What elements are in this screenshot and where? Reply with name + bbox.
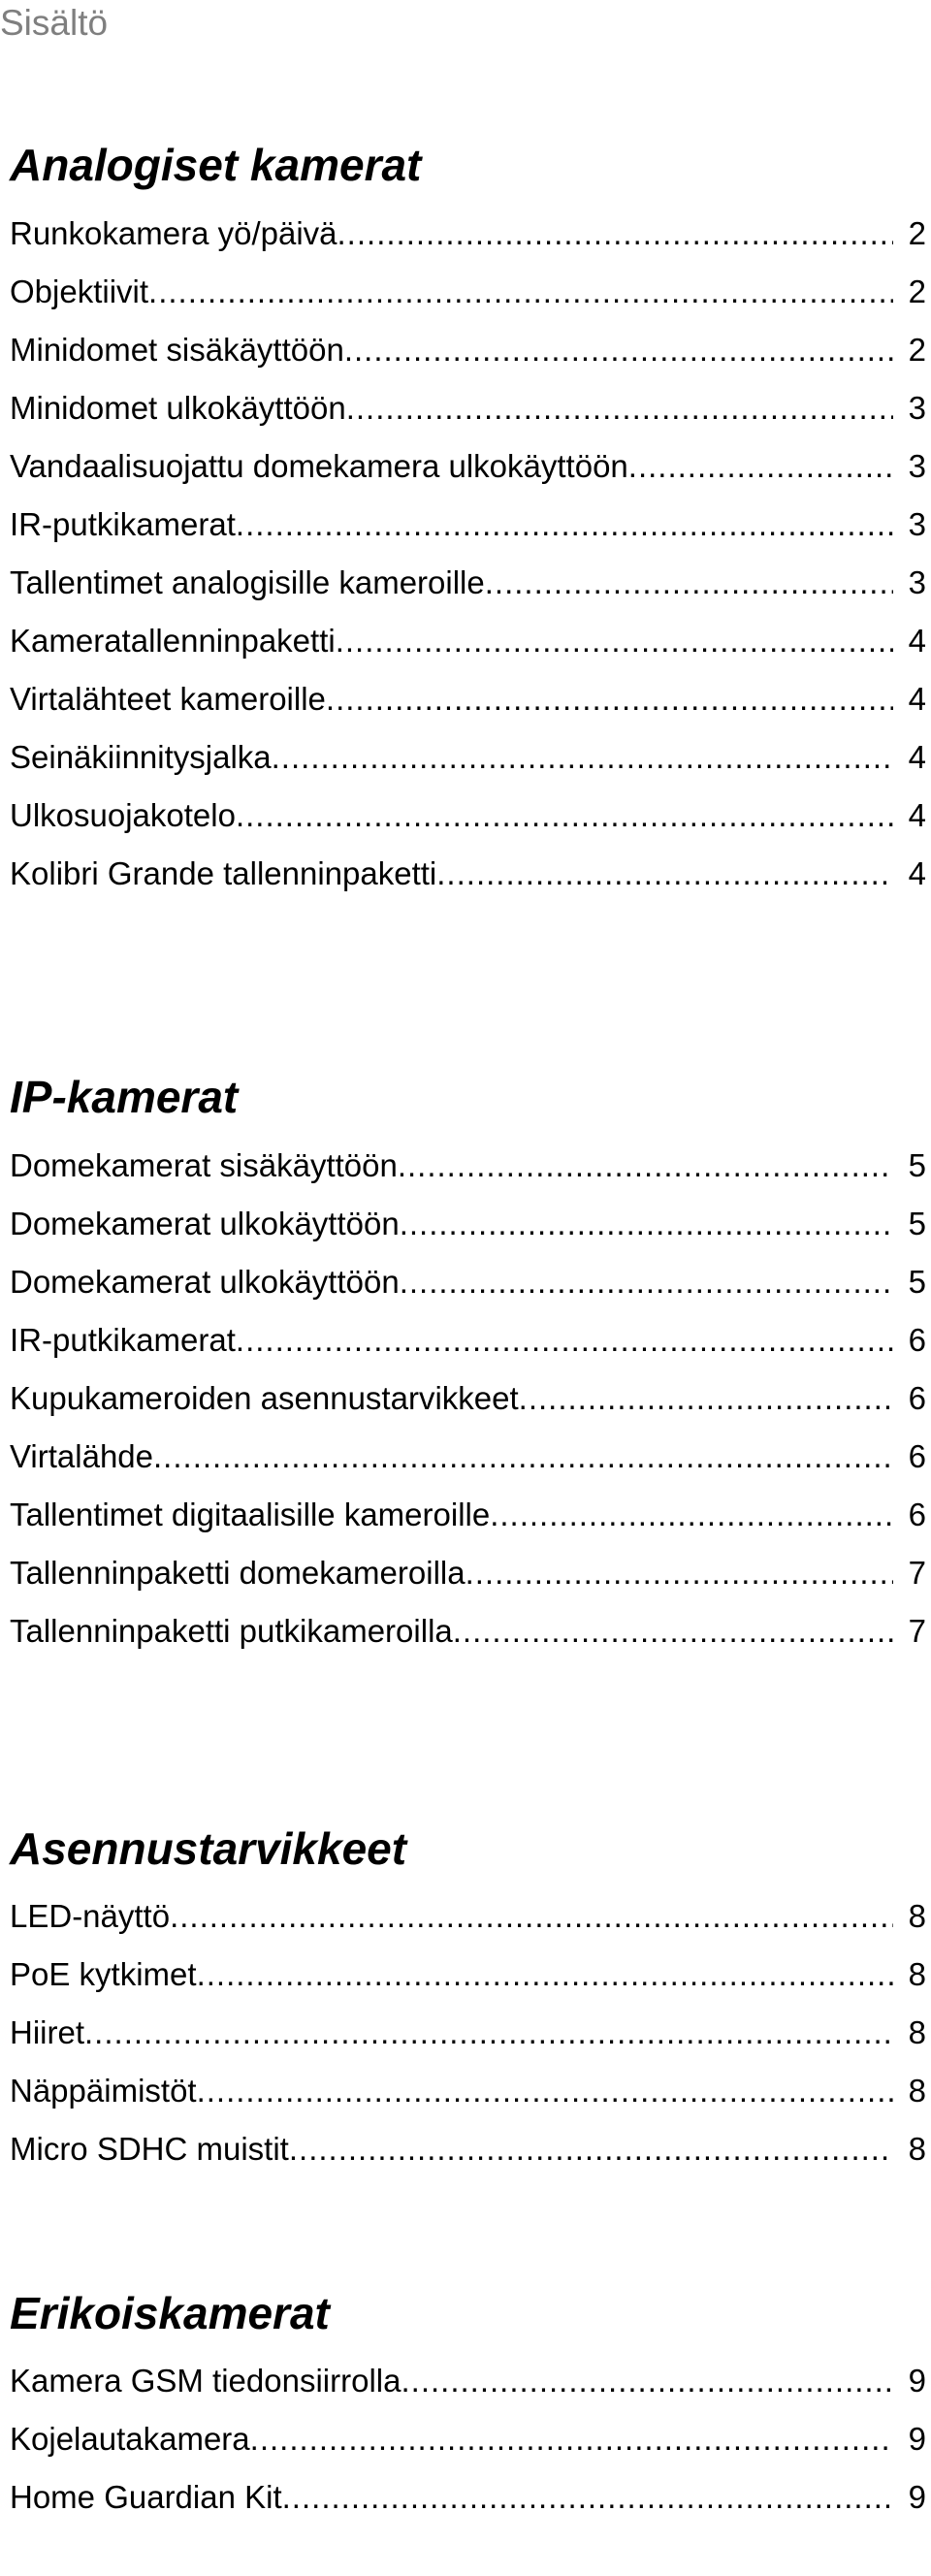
dot-leader (282, 2468, 893, 2527)
dot-leader (197, 1946, 893, 2004)
toc-entry-page: 6 (908, 1438, 926, 1474)
dot-leader (236, 1311, 893, 1369)
dot-leader (170, 1887, 893, 1946)
dot-leader (197, 2062, 893, 2120)
toc-entry-label: Virtalähteet kameroille (10, 681, 326, 717)
toc-entry-label: Minidomet ulkokäyttöön (10, 390, 346, 426)
toc-entry-label: PoE kytkimet (10, 1956, 197, 1992)
toc-list (10, 1887, 926, 2178)
toc-entry-label: Objektiivit (10, 274, 149, 309)
toc-entry-label: Näppäimistöt (10, 2073, 197, 2109)
toc-entry[interactable] (10, 2120, 926, 2178)
dot-leader (236, 496, 893, 554)
dot-leader (148, 263, 893, 321)
toc-entry[interactable] (10, 2468, 926, 2527)
toc-entry[interactable] (10, 1887, 926, 1946)
toc-list (10, 205, 926, 903)
toc-entry-page: 4 (908, 797, 926, 833)
dot-leader (250, 2410, 893, 2468)
dot-leader (485, 554, 893, 612)
toc-entry[interactable] (10, 670, 926, 728)
toc-entry-label: Hiiret (10, 2014, 85, 2050)
toc-entry[interactable] (10, 1544, 926, 1602)
toc-entry[interactable] (10, 1602, 926, 1660)
toc-entry[interactable] (10, 787, 926, 845)
toc-entry[interactable] (10, 2062, 926, 2120)
toc-entry[interactable] (10, 1311, 926, 1369)
toc-entry-label: Kupukameroiden asennustarvikkeet (10, 1380, 519, 1416)
toc-entry-label: LED-näyttö (10, 1898, 171, 1934)
document-title: Sisältö (0, 3, 109, 43)
toc-entry-page: 6 (908, 1497, 926, 1532)
section-heading: Asennustarvikkeet (10, 1823, 407, 1874)
toc-entry[interactable] (10, 1195, 926, 1253)
toc-entry-label: IR-putkikamerat (10, 506, 236, 542)
toc-entry-page: 8 (908, 1956, 926, 1992)
toc-entry-label: Tallenninpaketti domekameroilla (10, 1555, 466, 1591)
dot-leader (400, 1253, 893, 1311)
toc-entry[interactable] (10, 845, 926, 903)
toc-entry[interactable] (10, 2352, 926, 2410)
toc-entry[interactable] (10, 1946, 926, 2004)
toc-entry-label: Ulkosuojakotelo (10, 797, 236, 833)
dot-leader (436, 845, 893, 903)
dot-leader (84, 2004, 893, 2062)
dot-leader (153, 1428, 893, 1486)
toc-entry-label: Minidomet sisäkäyttöön (10, 332, 344, 368)
toc-entry-label: Domekamerat sisäkäyttöön (10, 1147, 398, 1183)
toc-entry[interactable] (10, 2004, 926, 2062)
toc-entry[interactable] (10, 379, 926, 437)
dot-leader (272, 728, 893, 787)
dot-leader (236, 787, 893, 845)
dot-leader (344, 321, 893, 379)
dot-leader (628, 437, 893, 496)
toc-entry-label: Seinäkiinnitysjalka (10, 739, 272, 775)
toc-entry-page: 9 (908, 2363, 926, 2399)
toc-entry-page: 9 (908, 2421, 926, 2457)
toc-entry[interactable] (10, 205, 926, 263)
dot-leader (346, 379, 893, 437)
toc-entry-page: 4 (908, 739, 926, 775)
toc-entry-page: 3 (908, 448, 926, 484)
dot-leader (336, 612, 893, 670)
dot-leader (401, 2352, 893, 2410)
dot-leader (466, 1544, 893, 1602)
toc-entry-page: 5 (908, 1264, 926, 1300)
toc-entry[interactable] (10, 612, 926, 670)
dot-leader (398, 1137, 893, 1195)
toc-entry-label: Vandaalisuojattu domekamera ulkokäyttöön (10, 448, 628, 484)
toc-entry[interactable] (10, 321, 926, 379)
dot-leader (326, 670, 893, 728)
toc-entry-page: 6 (908, 1380, 926, 1416)
toc-entry-page: 7 (908, 1555, 926, 1591)
toc-entry-label: Domekamerat ulkokäyttöön (10, 1206, 400, 1241)
dot-leader (400, 1195, 893, 1253)
toc-entry-label: Micro SDHC muistit (10, 2131, 289, 2167)
toc-list (10, 1137, 926, 1660)
toc-entry[interactable] (10, 728, 926, 787)
toc-entry-page: 8 (908, 2014, 926, 2050)
dot-leader (453, 1602, 893, 1660)
toc-entry-label: Kamera GSM tiedonsiirrolla (10, 2363, 401, 2399)
toc-entry-page: 5 (908, 1147, 926, 1183)
toc-entry[interactable] (10, 1428, 926, 1486)
toc-entry-label: Home Guardian Kit (10, 2479, 282, 2515)
toc-entry-page: 2 (908, 215, 926, 251)
toc-entry[interactable] (10, 554, 926, 612)
toc-entry[interactable] (10, 1486, 926, 1544)
toc-entry-label: Tallentimet digitaalisille kameroille (10, 1497, 491, 1532)
section-heading: IP-kamerat (10, 1072, 239, 1122)
dot-leader (289, 2120, 893, 2178)
toc-entry-page: 6 (908, 1322, 926, 1358)
toc-entry[interactable] (10, 2410, 926, 2468)
toc-entry-page: 2 (908, 332, 926, 368)
toc-entry-page: 8 (908, 1898, 926, 1934)
toc-list (10, 2352, 926, 2527)
toc-entry-label: Virtalähde (10, 1438, 154, 1474)
toc-entry[interactable] (10, 1369, 926, 1428)
dot-leader (490, 1486, 893, 1544)
toc-entry[interactable] (10, 496, 926, 554)
toc-entry-page: 7 (908, 1613, 926, 1649)
toc-entry-label: Kolibri Grande tallenninpaketti (10, 855, 437, 891)
toc-entry-label: IR-putkikamerat (10, 1322, 236, 1358)
section-heading: Erikoiskamerat (10, 2288, 330, 2338)
section-heading: Analogiset kamerat (10, 140, 422, 190)
toc-entry-label: Runkokamera yö/päivä (10, 215, 337, 251)
toc-entry-page: 3 (908, 390, 926, 426)
toc-entry[interactable] (10, 263, 926, 321)
toc-entry-label: Kojelautakamera (10, 2421, 250, 2457)
toc-entry[interactable] (10, 1253, 926, 1311)
toc-entry[interactable] (10, 1137, 926, 1195)
toc-entry-page: 9 (908, 2479, 926, 2515)
toc-entry-page: 4 (908, 623, 926, 659)
toc-entry-label: Domekamerat ulkokäyttöön (10, 1264, 400, 1300)
toc-entry-label: Kameratallenninpaketti (10, 623, 336, 659)
toc-entry-page: 4 (908, 681, 926, 717)
toc-entry-page: 3 (908, 564, 926, 600)
toc-entry-label: Tallenninpaketti putkikameroilla (10, 1613, 453, 1649)
toc-entry-page: 5 (908, 1206, 926, 1241)
toc-entry-page: 3 (908, 506, 926, 542)
toc-entry[interactable] (10, 437, 926, 496)
dot-leader (519, 1369, 893, 1428)
toc-entry-label: Tallentimet analogisille kameroille (10, 564, 485, 600)
toc-entry-page: 8 (908, 2073, 926, 2109)
dot-leader (337, 205, 893, 263)
toc-entry-page: 2 (908, 274, 926, 309)
toc-entry-page: 4 (908, 855, 926, 891)
toc-entry-page: 8 (908, 2131, 926, 2167)
